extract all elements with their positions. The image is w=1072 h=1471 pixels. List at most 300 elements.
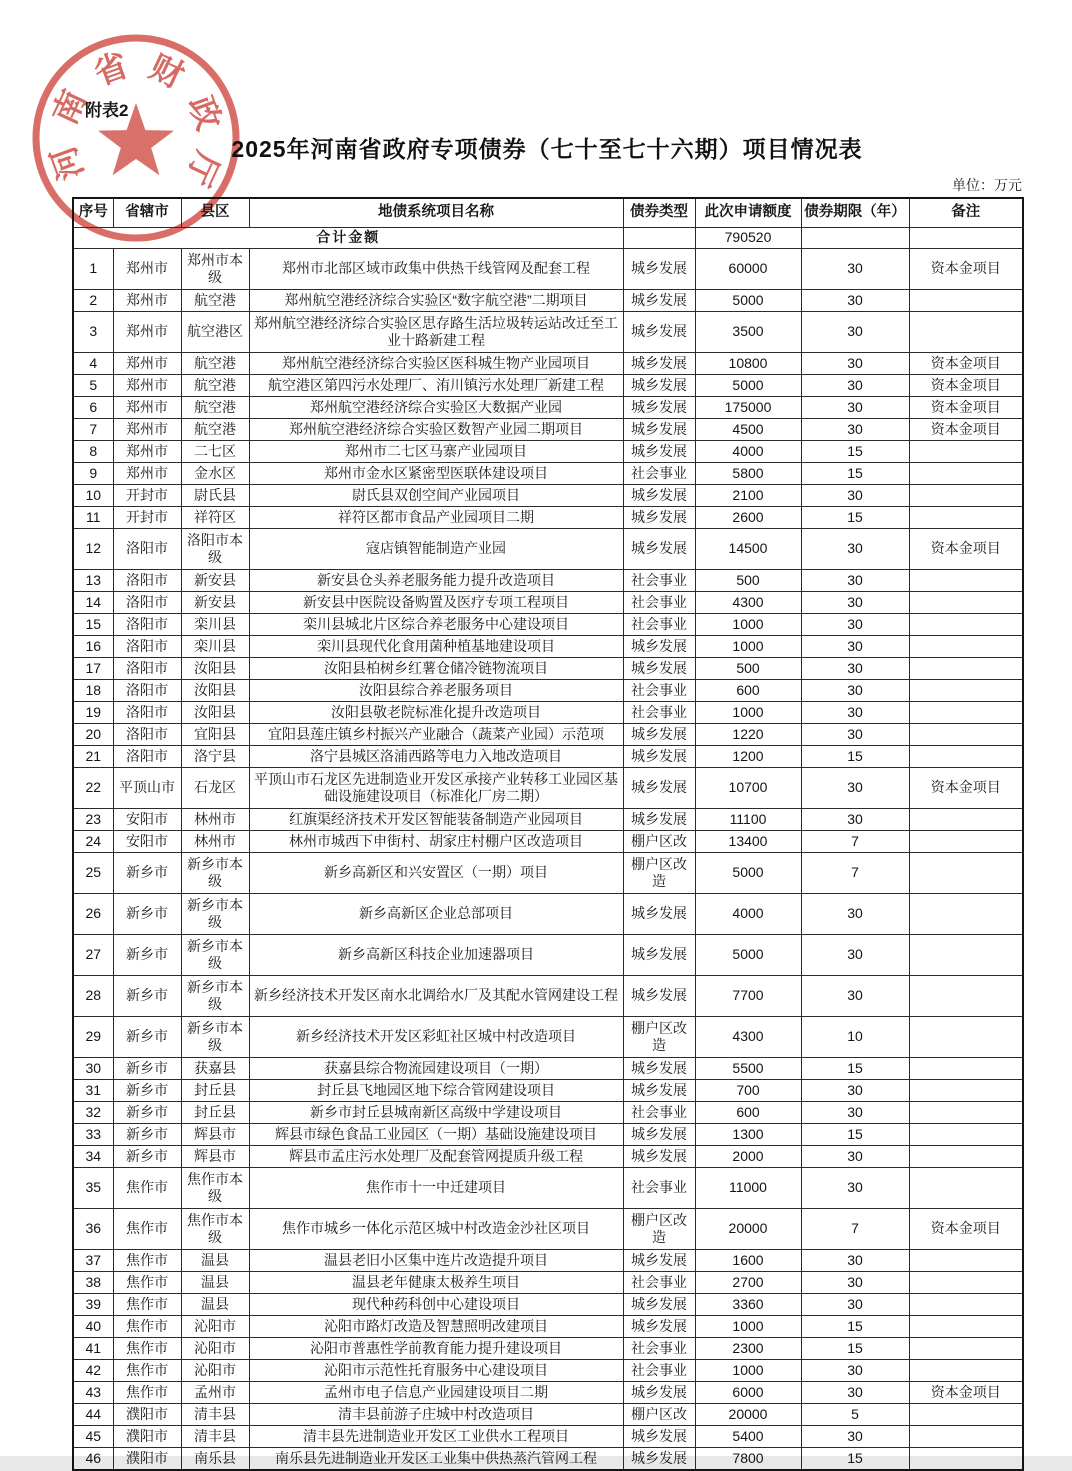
cell-no: 24 xyxy=(73,831,113,853)
cell-type: 城乡发展 xyxy=(623,746,695,768)
cell-county: 焦作市本级 xyxy=(181,1209,249,1250)
table-row xyxy=(73,976,1023,1017)
cell-county: 林州市 xyxy=(181,831,249,853)
cell-project: 航空港区第四污水处理厂、洧川镇污水处理厂新建工程 xyxy=(249,375,623,397)
cell-county: 汝阳县 xyxy=(181,680,249,702)
cell-type: 社会事业 xyxy=(623,1168,695,1209)
cell-county: 金水区 xyxy=(181,463,249,485)
header-city: 省辖市 xyxy=(113,198,181,228)
cell-project: 郑州航空港经济综合实验区数智产业园二期项目 xyxy=(249,419,623,441)
cell-city: 新乡市 xyxy=(113,976,181,1017)
cell-remark xyxy=(909,935,1023,976)
cell-county: 宜阳县 xyxy=(181,724,249,746)
cell-project: 温县老旧小区集中连片改造提升项目 xyxy=(249,1250,623,1272)
cell-no: 33 xyxy=(73,1124,113,1146)
cell-city: 郑州市 xyxy=(113,312,181,353)
total-type-cell xyxy=(623,228,695,249)
table-row xyxy=(73,592,1023,614)
cell-remark xyxy=(909,1146,1023,1168)
cell-type: 城乡发展 xyxy=(623,1250,695,1272)
cell-project: 辉县市孟庄污水处理厂及配套管网提质升级工程 xyxy=(249,1146,623,1168)
cell-type: 社会事业 xyxy=(623,570,695,592)
table-row xyxy=(73,1382,1023,1404)
cell-county: 温县 xyxy=(181,1272,249,1294)
cell-amount: 11000 xyxy=(695,1168,801,1209)
cell-remark xyxy=(909,831,1023,853)
cell-type: 棚户区改造 xyxy=(623,853,695,894)
cell-city: 濮阳市 xyxy=(113,1426,181,1448)
cell-term: 30 xyxy=(801,935,909,976)
cell-type: 城乡发展 xyxy=(623,249,695,290)
cell-city: 焦作市 xyxy=(113,1360,181,1382)
cell-remark: 资本金项目 xyxy=(909,1209,1023,1250)
cell-county: 封丘县 xyxy=(181,1102,249,1124)
cell-type: 社会事业 xyxy=(623,1338,695,1360)
table-row xyxy=(73,680,1023,702)
table-row xyxy=(73,507,1023,529)
cell-amount: 10800 xyxy=(695,353,801,375)
cell-term: 5 xyxy=(801,1404,909,1426)
cell-city: 焦作市 xyxy=(113,1316,181,1338)
cell-no: 32 xyxy=(73,1102,113,1124)
cell-project: 祥符区都市食品产业园项目二期 xyxy=(249,507,623,529)
cell-term: 30 xyxy=(801,1080,909,1102)
table-row xyxy=(73,1426,1023,1448)
total-row xyxy=(73,228,1023,249)
cell-city: 郑州市 xyxy=(113,441,181,463)
cell-no: 40 xyxy=(73,1316,113,1338)
cell-remark xyxy=(909,1124,1023,1146)
cell-type: 城乡发展 xyxy=(623,976,695,1017)
cell-project: 汝阳县敬老院标准化提升改造项目 xyxy=(249,702,623,724)
header-row xyxy=(73,198,1023,228)
cell-amount: 600 xyxy=(695,680,801,702)
cell-remark xyxy=(909,1017,1023,1058)
cell-term: 30 xyxy=(801,1146,909,1168)
cell-project: 林州市城西下申街村、胡家庄村棚户区改造项目 xyxy=(249,831,623,853)
cell-project: 郑州航空港经济综合实验区大数据产业园 xyxy=(249,397,623,419)
cell-amount: 14500 xyxy=(695,529,801,570)
cell-county: 沁阳市 xyxy=(181,1316,249,1338)
table-row xyxy=(73,809,1023,831)
cell-county: 尉氏县 xyxy=(181,485,249,507)
cell-no: 11 xyxy=(73,507,113,529)
cell-term: 30 xyxy=(801,614,909,636)
cell-term: 30 xyxy=(801,680,909,702)
cell-project: 新乡高新区和兴安置区（一期）项目 xyxy=(249,853,623,894)
table-row xyxy=(73,1058,1023,1080)
cell-city: 焦作市 xyxy=(113,1294,181,1316)
cell-amount: 6000 xyxy=(695,1382,801,1404)
table-row xyxy=(73,1146,1023,1168)
cell-no: 14 xyxy=(73,592,113,614)
total-label: 合计金额 xyxy=(73,228,623,249)
cell-remark xyxy=(909,1058,1023,1080)
cell-no: 35 xyxy=(73,1168,113,1209)
cell-term: 15 xyxy=(801,1058,909,1080)
cell-remark xyxy=(909,1250,1023,1272)
cell-no: 12 xyxy=(73,529,113,570)
table-row xyxy=(73,702,1023,724)
cell-city: 郑州市 xyxy=(113,397,181,419)
cell-term: 30 xyxy=(801,485,909,507)
table-row xyxy=(73,658,1023,680)
cell-term: 15 xyxy=(801,1316,909,1338)
cell-term: 30 xyxy=(801,419,909,441)
cell-remark xyxy=(909,441,1023,463)
cell-remark xyxy=(909,1168,1023,1209)
cell-county: 洛阳市本级 xyxy=(181,529,249,570)
cell-remark xyxy=(909,1360,1023,1382)
cell-no: 17 xyxy=(73,658,113,680)
cell-amount: 5000 xyxy=(695,935,801,976)
table-row xyxy=(73,831,1023,853)
cell-remark xyxy=(909,507,1023,529)
table-row xyxy=(73,397,1023,419)
cell-amount: 2700 xyxy=(695,1272,801,1294)
cell-county: 温县 xyxy=(181,1250,249,1272)
cell-county: 林州市 xyxy=(181,809,249,831)
cell-no: 36 xyxy=(73,1209,113,1250)
cell-remark xyxy=(909,463,1023,485)
cell-type: 城乡发展 xyxy=(623,768,695,809)
cell-no: 27 xyxy=(73,935,113,976)
cell-city: 郑州市 xyxy=(113,290,181,312)
cell-term: 30 xyxy=(801,1426,909,1448)
cell-amount: 5800 xyxy=(695,463,801,485)
cell-project: 新安县仓头养老服务能力提升改造项目 xyxy=(249,570,623,592)
cell-type: 城乡发展 xyxy=(623,724,695,746)
cell-project: 辉县市绿色食品工业园区（一期）基础设施建设项目 xyxy=(249,1124,623,1146)
cell-county: 新安县 xyxy=(181,570,249,592)
cell-term: 7 xyxy=(801,831,909,853)
cell-remark xyxy=(909,658,1023,680)
cell-term: 30 xyxy=(801,809,909,831)
cell-city: 洛阳市 xyxy=(113,529,181,570)
cell-type: 城乡发展 xyxy=(623,375,695,397)
cell-city: 焦作市 xyxy=(113,1338,181,1360)
cell-project: 郑州市金水区紧密型医联体建设项目 xyxy=(249,463,623,485)
cell-project: 焦作市十一中迁建项目 xyxy=(249,1168,623,1209)
cell-no: 39 xyxy=(73,1294,113,1316)
cell-remark xyxy=(909,746,1023,768)
cell-amount: 2300 xyxy=(695,1338,801,1360)
cell-remark xyxy=(909,1426,1023,1448)
cell-city: 郑州市 xyxy=(113,463,181,485)
cell-amount: 5400 xyxy=(695,1426,801,1448)
cell-type: 城乡发展 xyxy=(623,397,695,419)
cell-county: 辉县市 xyxy=(181,1124,249,1146)
cell-project: 焦作市城乡一体化示范区城中村改造金沙社区项目 xyxy=(249,1209,623,1250)
cell-county: 郑州市本级 xyxy=(181,249,249,290)
table-row xyxy=(73,353,1023,375)
cell-type: 城乡发展 xyxy=(623,1382,695,1404)
cell-term: 30 xyxy=(801,353,909,375)
cell-term: 30 xyxy=(801,1250,909,1272)
table-row xyxy=(73,570,1023,592)
cell-city: 洛阳市 xyxy=(113,636,181,658)
cell-amount: 2100 xyxy=(695,485,801,507)
cell-project: 沁阳市路灯改造及智慧照明改建项目 xyxy=(249,1316,623,1338)
cell-no: 1 xyxy=(73,249,113,290)
cell-no: 29 xyxy=(73,1017,113,1058)
cell-type: 社会事业 xyxy=(623,1272,695,1294)
cell-project: 孟州市电子信息产业园建设项目二期 xyxy=(249,1382,623,1404)
table-row xyxy=(73,375,1023,397)
cell-remark xyxy=(909,724,1023,746)
cell-amount: 7700 xyxy=(695,976,801,1017)
cell-term: 30 xyxy=(801,1168,909,1209)
cell-amount: 5000 xyxy=(695,375,801,397)
cell-type: 城乡发展 xyxy=(623,529,695,570)
table-row xyxy=(73,419,1023,441)
cell-county: 栾川县 xyxy=(181,636,249,658)
cell-term: 30 xyxy=(801,658,909,680)
cell-type: 城乡发展 xyxy=(623,1058,695,1080)
cell-no: 13 xyxy=(73,570,113,592)
cell-remark xyxy=(909,702,1023,724)
cell-type: 城乡发展 xyxy=(623,1426,695,1448)
projects-table xyxy=(72,197,1024,1471)
cell-type: 城乡发展 xyxy=(623,441,695,463)
cell-city: 新乡市 xyxy=(113,935,181,976)
cell-type: 城乡发展 xyxy=(623,658,695,680)
cell-term: 15 xyxy=(801,746,909,768)
table-row xyxy=(73,1124,1023,1146)
cell-term: 30 xyxy=(801,768,909,809)
cell-type: 城乡发展 xyxy=(623,419,695,441)
table-row xyxy=(73,1294,1023,1316)
cell-term: 30 xyxy=(801,312,909,353)
cell-city: 洛阳市 xyxy=(113,680,181,702)
cell-county: 新乡市本级 xyxy=(181,976,249,1017)
cell-county: 焦作市本级 xyxy=(181,1168,249,1209)
cell-project: 宜阳县莲庄镇乡村振兴产业融合（蔬菜产业园）示范项 xyxy=(249,724,623,746)
cell-type: 社会事业 xyxy=(623,463,695,485)
cell-no: 15 xyxy=(73,614,113,636)
cell-remark xyxy=(909,976,1023,1017)
cell-amount: 13400 xyxy=(695,831,801,853)
cell-amount: 4300 xyxy=(695,592,801,614)
cell-amount: 700 xyxy=(695,1080,801,1102)
cell-project: 郑州市北部区域市政集中供热干线管网及配套工程 xyxy=(249,249,623,290)
table-row xyxy=(73,249,1023,290)
cell-remark xyxy=(909,1338,1023,1360)
cell-remark xyxy=(909,1316,1023,1338)
cell-no: 9 xyxy=(73,463,113,485)
total-remark-cell xyxy=(909,228,1023,249)
cell-project: 现代种药科创中心建设项目 xyxy=(249,1294,623,1316)
cell-amount: 1000 xyxy=(695,1316,801,1338)
cell-city: 濮阳市 xyxy=(113,1448,181,1471)
cell-city: 洛阳市 xyxy=(113,724,181,746)
table-row xyxy=(73,1448,1023,1471)
cell-amount: 5000 xyxy=(695,290,801,312)
cell-term: 30 xyxy=(801,894,909,935)
cell-remark: 资本金项目 xyxy=(909,1382,1023,1404)
table-row xyxy=(73,1316,1023,1338)
cell-city: 洛阳市 xyxy=(113,702,181,724)
table-row xyxy=(73,463,1023,485)
cell-remark xyxy=(909,636,1023,658)
cell-remark xyxy=(909,570,1023,592)
cell-amount: 1200 xyxy=(695,746,801,768)
table-row xyxy=(73,1360,1023,1382)
cell-remark xyxy=(909,1080,1023,1102)
table-row xyxy=(73,1209,1023,1250)
cell-term: 30 xyxy=(801,529,909,570)
cell-county: 二七区 xyxy=(181,441,249,463)
cell-county: 航空港 xyxy=(181,419,249,441)
cell-remark: 资本金项目 xyxy=(909,397,1023,419)
cell-city: 郑州市 xyxy=(113,353,181,375)
cell-city: 郑州市 xyxy=(113,375,181,397)
table-row xyxy=(73,1102,1023,1124)
cell-amount: 1000 xyxy=(695,614,801,636)
cell-no: 41 xyxy=(73,1338,113,1360)
cell-amount: 20000 xyxy=(695,1209,801,1250)
cell-county: 航空港区 xyxy=(181,312,249,353)
cell-city: 新乡市 xyxy=(113,1058,181,1080)
cell-amount: 20000 xyxy=(695,1404,801,1426)
seal-character: 政 xyxy=(181,91,227,136)
cell-county: 祥符区 xyxy=(181,507,249,529)
cell-no: 44 xyxy=(73,1404,113,1426)
header-bond-type: 债券类型 xyxy=(623,198,695,228)
cell-remark xyxy=(909,290,1023,312)
cell-type: 社会事业 xyxy=(623,702,695,724)
cell-county: 温县 xyxy=(181,1294,249,1316)
cell-county: 栾川县 xyxy=(181,614,249,636)
table-row xyxy=(73,1250,1023,1272)
cell-term: 7 xyxy=(801,1209,909,1250)
cell-city: 安阳市 xyxy=(113,831,181,853)
cell-term: 30 xyxy=(801,976,909,1017)
table-body xyxy=(73,228,1023,1471)
cell-type: 城乡发展 xyxy=(623,353,695,375)
cell-county: 新乡市本级 xyxy=(181,1017,249,1058)
cell-remark xyxy=(909,1102,1023,1124)
cell-remark xyxy=(909,1448,1023,1471)
cell-remark xyxy=(909,614,1023,636)
cell-term: 30 xyxy=(801,1272,909,1294)
cell-project: 清丰县先进制造业开发区工业供水工程项目 xyxy=(249,1426,623,1448)
cell-term: 30 xyxy=(801,570,909,592)
cell-amount: 500 xyxy=(695,658,801,680)
cell-county: 新安县 xyxy=(181,592,249,614)
cell-remark: 资本金项目 xyxy=(909,768,1023,809)
cell-type: 社会事业 xyxy=(623,1102,695,1124)
cell-project: 洛宁县城区洛浦西路等电力入地改造项目 xyxy=(249,746,623,768)
cell-type: 棚户区改 xyxy=(623,1404,695,1426)
cell-no: 23 xyxy=(73,809,113,831)
cell-amount: 60000 xyxy=(695,249,801,290)
cell-amount: 1220 xyxy=(695,724,801,746)
cell-term: 30 xyxy=(801,397,909,419)
cell-project: 新乡高新区科技企业加速器项目 xyxy=(249,935,623,976)
unit-label: 单位：万元 xyxy=(952,177,1022,193)
cell-remark: 资本金项目 xyxy=(909,249,1023,290)
cell-amount: 500 xyxy=(695,570,801,592)
cell-county: 新乡市本级 xyxy=(181,853,249,894)
table-row xyxy=(73,768,1023,809)
cell-remark xyxy=(909,853,1023,894)
cell-city: 焦作市 xyxy=(113,1272,181,1294)
cell-term: 30 xyxy=(801,249,909,290)
cell-type: 社会事业 xyxy=(623,1360,695,1382)
cell-city: 郑州市 xyxy=(113,419,181,441)
cell-remark xyxy=(909,894,1023,935)
cell-county: 沁阳市 xyxy=(181,1360,249,1382)
cell-city: 新乡市 xyxy=(113,1080,181,1102)
cell-project: 获嘉县综合物流园建设项目（一期） xyxy=(249,1058,623,1080)
table-row xyxy=(73,636,1023,658)
cell-type: 社会事业 xyxy=(623,614,695,636)
cell-type: 城乡发展 xyxy=(623,1124,695,1146)
table-row xyxy=(73,724,1023,746)
cell-no: 3 xyxy=(73,312,113,353)
cell-city: 洛阳市 xyxy=(113,746,181,768)
cell-county: 航空港 xyxy=(181,353,249,375)
cell-no: 21 xyxy=(73,746,113,768)
table-row xyxy=(73,1168,1023,1209)
header-no: 序号 xyxy=(73,198,113,228)
cell-term: 30 xyxy=(801,1360,909,1382)
cell-term: 15 xyxy=(801,1124,909,1146)
cell-amount: 4000 xyxy=(695,894,801,935)
cell-city: 新乡市 xyxy=(113,853,181,894)
cell-city: 新乡市 xyxy=(113,1124,181,1146)
cell-no: 10 xyxy=(73,485,113,507)
seal-character: 南 xyxy=(47,85,94,131)
cell-county: 南乐县 xyxy=(181,1448,249,1471)
cell-city: 焦作市 xyxy=(113,1250,181,1272)
cell-amount: 2600 xyxy=(695,507,801,529)
table-row xyxy=(73,485,1023,507)
cell-term: 30 xyxy=(801,702,909,724)
table-row xyxy=(73,1080,1023,1102)
cell-county: 辉县市 xyxy=(181,1146,249,1168)
cell-term: 30 xyxy=(801,290,909,312)
cell-county: 航空港 xyxy=(181,375,249,397)
cell-remark: 资本金项目 xyxy=(909,375,1023,397)
cell-city: 郑州市 xyxy=(113,249,181,290)
cell-city: 平顶山市 xyxy=(113,768,181,809)
cell-amount: 1600 xyxy=(695,1250,801,1272)
table-row xyxy=(73,614,1023,636)
seal-character: 省 xyxy=(89,47,134,93)
cell-city: 新乡市 xyxy=(113,1102,181,1124)
table-row xyxy=(73,1338,1023,1360)
cell-remark xyxy=(909,312,1023,353)
cell-project: 南乐县先进制造业开发区工业集中供热蒸汽管网工程 xyxy=(249,1448,623,1471)
table-row xyxy=(73,441,1023,463)
cell-amount: 4500 xyxy=(695,419,801,441)
cell-county: 孟州市 xyxy=(181,1382,249,1404)
cell-remark: 资本金项目 xyxy=(909,353,1023,375)
cell-county: 新乡市本级 xyxy=(181,894,249,935)
cell-term: 30 xyxy=(801,592,909,614)
cell-remark xyxy=(909,592,1023,614)
cell-type: 城乡发展 xyxy=(623,1080,695,1102)
cell-project: 温县老年健康太极养生项目 xyxy=(249,1272,623,1294)
table-row xyxy=(73,312,1023,353)
cell-city: 新乡市 xyxy=(113,1146,181,1168)
cell-county: 航空港 xyxy=(181,397,249,419)
cell-type: 城乡发展 xyxy=(623,1146,695,1168)
cell-remark xyxy=(909,1404,1023,1426)
cell-amount: 2000 xyxy=(695,1146,801,1168)
